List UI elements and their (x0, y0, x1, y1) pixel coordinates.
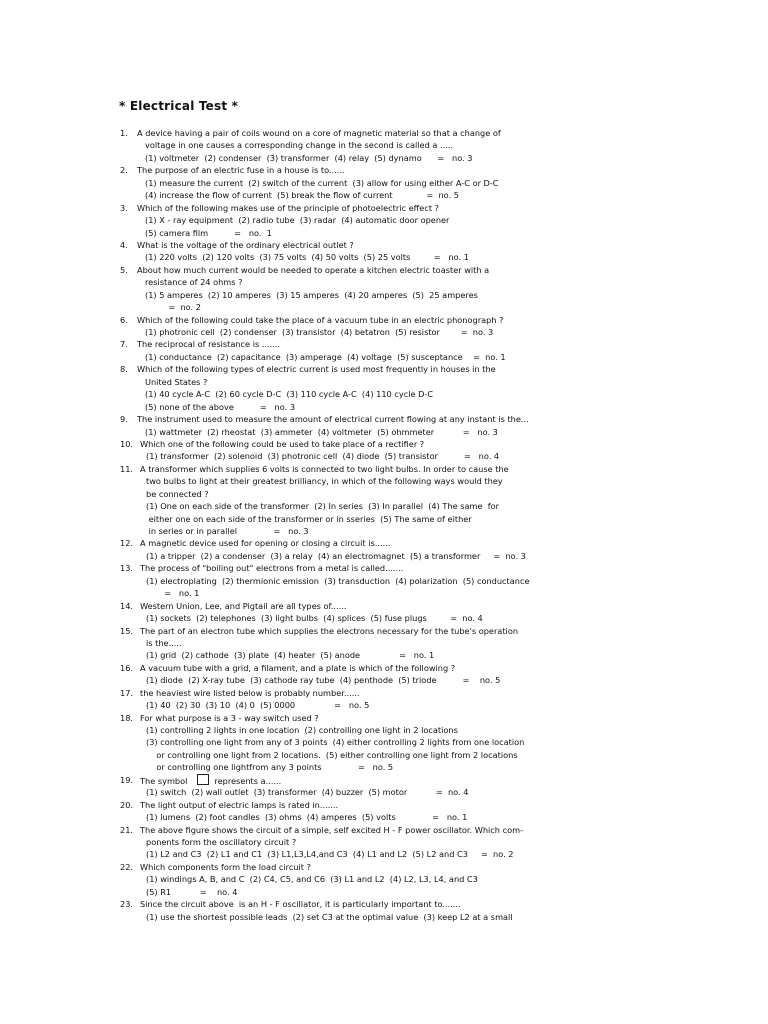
question-row (0, 438, 768, 450)
answer-choices: (1) 5 amperes (2) 10 amperes (3) 15 amperes (4) 20 amperes (5) 25 amperes (145, 289, 478, 300)
question-number: 6. (120, 314, 128, 325)
question-number: 20. (120, 799, 134, 810)
answer-choices: (1) a tripper (2) a condenser (3) a relay (4) an electromagnet (5) a transformer = no. 3 (146, 550, 526, 561)
question-number: 4. (120, 239, 128, 250)
question-continuation (0, 189, 768, 201)
answer-choices: (1) voltmeter (2) condenser (3) transformer (4) relay (5) dynamo = no. 3 (145, 152, 473, 163)
question-number: 2. (120, 165, 128, 176)
question-list (0, 127, 768, 923)
answer-choices: is the..... (146, 637, 182, 648)
question-continuation (0, 575, 768, 587)
question-text: Which one of the following could be used to take place of a rectifier ? (140, 438, 425, 449)
answer-choices: (1) 40 (2) 30 (3) 10 (4) 0 (5) 0000 = no. 5 (146, 700, 370, 711)
question-number: 10. (120, 438, 134, 449)
question-row (0, 625, 768, 637)
question-number: 17. (120, 687, 134, 698)
answer-choices: ponents form the oscillatory circuit ? (146, 836, 297, 847)
question-continuation (0, 227, 768, 239)
question-continuation (0, 326, 768, 338)
question-text: Western Union, Lee, and Pigtail are all types of...... (140, 600, 347, 611)
question-text: Which components form the load circuit ? (140, 861, 311, 872)
question-continuation (0, 289, 768, 301)
answer-choices: or controlling one lightfrom any 3 points = no. 5 (146, 762, 394, 773)
question-continuation (0, 177, 768, 189)
question-text: What is the voltage of the ordinary electrical outlet ? (137, 239, 354, 250)
answer-choices: two bulbs to light at their greatest brilliancy, in which of the following ways would they (146, 476, 503, 487)
question-number: 11. (120, 463, 134, 474)
question-row (0, 202, 768, 214)
question-row (0, 600, 768, 612)
question-continuation (0, 426, 768, 438)
page-title: * Electrical Test * (119, 99, 239, 113)
question-text: The instrument used to measure the amount of electrical current flowing at any instant is the... (137, 414, 529, 425)
question-continuation (0, 488, 768, 500)
answer-choices: United States ? (145, 376, 208, 387)
question-text: A magnetic device used for opening or closing a circuit is...... (140, 538, 391, 549)
question-continuation (0, 388, 768, 400)
question-continuation (0, 761, 768, 773)
question-row (0, 164, 768, 176)
question-row (0, 363, 768, 375)
answer-choices: (1) 40 cycle A-C (2) 60 cycle D-C (3) 110 cycle A-C (4) 110 cycle D-C (145, 389, 434, 400)
question-continuation (0, 873, 768, 885)
answer-choices: (1) diode (2) X-ray tube (3) cathode ray tube (4) penthode (5) triode = no. 5 (146, 675, 501, 686)
question-row (0, 127, 768, 139)
question-text: About how much current would be needed to operate a kitchen electric toaster with a (137, 264, 490, 275)
answer-choices: (1) switch (2) wall outlet (3) transformer (4) buzzer (5) motor = no. 4 (146, 787, 469, 798)
circuit-symbol-icon (197, 774, 209, 785)
question-text: For what purpose is a 3 - way switch used ? (140, 712, 319, 723)
answer-choices: (1) controlling 2 lights in one location (2) controlling one light in 2 locations (146, 725, 458, 735)
question-continuation (0, 649, 768, 661)
answer-choices: (1) grid (2) cathode (3) plate (4) heater (5) anode = no. 1 (146, 650, 435, 661)
question-row (0, 898, 768, 910)
question-continuation (0, 401, 768, 413)
answer-choices: or controlling one light from 2 locations. (5) either controlling one light from 2 locations (146, 749, 518, 760)
answer-choices: (1) photronic cell (2) condenser (3) transistor (4) betatron (5) resistor = no. 3 (145, 327, 494, 337)
question-row (0, 413, 768, 425)
question-text: The symbol represents a...... (140, 775, 282, 786)
question-row (0, 338, 768, 350)
question-text: Which of the following types of electric current is used most frequently in houses in the (137, 364, 496, 375)
question-continuation (0, 214, 768, 226)
question-row (0, 774, 768, 786)
question-continuation (0, 376, 768, 388)
answer-choices: (1) One on each side of the transformer (2) In series (3) In parallel (4) The same for (146, 501, 499, 512)
answer-choices: voltage in one causes a corresponding change in the second is called a ..... (145, 140, 453, 151)
question-row (0, 662, 768, 674)
question-number: 12. (120, 538, 134, 549)
question-continuation (0, 351, 768, 363)
question-continuation (0, 724, 768, 736)
question-row (0, 687, 768, 699)
question-continuation (0, 301, 768, 313)
answer-choices: (5) camera film = no. 1 (145, 227, 272, 238)
question-continuation (0, 139, 768, 151)
question-continuation (0, 152, 768, 164)
question-row (0, 562, 768, 574)
question-text: The part of an electron tube which supplies the electrons necessary for the tube's operation (140, 625, 519, 636)
answer-choices: (4) increase the flow of current (5) break the flow of current = no. 5 (145, 190, 459, 201)
question-continuation (0, 848, 768, 860)
question-text: The light output of electric lamps is rated in....... (140, 799, 339, 810)
question-number: 18. (120, 712, 134, 723)
answer-choices: (1) electroplating (2) thermionic emission (3) transduction (4) polarization (5) conductance (146, 575, 530, 586)
answer-choices: resistance of 24 ohms ? (145, 277, 243, 288)
question-row (0, 314, 768, 326)
question-number: 14. (120, 600, 134, 611)
question-continuation (0, 513, 768, 525)
question-text: The reciprocal of resistance is ....... (137, 339, 281, 350)
question-text: A transformer which supplies 6 volts is connected to two light bulbs. In order to cause the (140, 463, 509, 474)
question-continuation (0, 674, 768, 686)
question-continuation (0, 736, 768, 748)
question-text: A vacuum tube with a grid, a filament, and a plate is which of the following ? (140, 662, 456, 673)
question-number: 15. (120, 625, 134, 636)
question-row (0, 712, 768, 724)
question-number: 19. (120, 774, 134, 785)
question-continuation (0, 276, 768, 288)
answer-choices: (5) none of the above = no. 3 (145, 401, 296, 412)
question-number: 3. (120, 202, 128, 213)
question-row (0, 463, 768, 475)
answer-choices: (1) L2 and C3 (2) L1 and C1 (3) L1,L3,L4,and C3 (4) L1 and L2 (5) L2 and C3 = no. 2 (146, 849, 514, 860)
question-continuation (0, 500, 768, 512)
answer-choices: (1) 220 volts (2) 120 volts (3) 75 volts (4) 50 volts (5) 25 volts = no. 1 (145, 252, 469, 263)
answer-choices: be connected ? (146, 488, 209, 499)
question-continuation (0, 450, 768, 462)
answer-choices: in series or in parallel = no. 3 (146, 526, 309, 536)
question-continuation (0, 886, 768, 898)
question-number: 16. (120, 662, 134, 673)
answer-choices: (1) lumens (2) foot candles (3) ohms (4) amperes (5) volts = no. 1 (146, 812, 468, 823)
question-row (0, 861, 768, 873)
answer-choices: (1) X - ray equipment (2) radio tube (3) radar (4) automatic door opener (145, 215, 450, 226)
question-text: The above figure shows the circuit of a simple, self excited H - F power oscillator. Which com- (140, 824, 524, 835)
answer-choices: (1) transformer (2) solenoid (3) photronic cell (4) diode (5) transistor = no. 4 (146, 451, 500, 462)
question-text: the heaviest wire listed below is probably number...... (140, 687, 360, 698)
answer-choices: (1) wattmeter (2) rheostat (3) ammeter (4) voltmeter (5) ohmmeter = no. 3 (145, 426, 498, 437)
question-text-suffix: represents a...... (214, 775, 282, 786)
question-row (0, 537, 768, 549)
question-text: Since the circuit above is an H - F oscillator, it is particularly important to....... (140, 899, 461, 910)
answer-choices: = no. 2 (145, 302, 201, 313)
question-continuation (0, 699, 768, 711)
question-continuation (0, 637, 768, 649)
question-continuation (0, 911, 768, 923)
question-number: 1. (120, 128, 128, 138)
question-number: 9. (120, 414, 128, 425)
question-row (0, 799, 768, 811)
answer-choices: (1) sockets (2) telephones (3) light bulbs (4) splices (5) fuse plugs = no. 4 (146, 613, 483, 624)
question-row (0, 264, 768, 276)
question-text: A device having a pair of coils wound on a core of magnetic material so that a change of (137, 128, 501, 138)
question-text: The purpose of an electric fuse in a house is to...... (137, 165, 345, 176)
answer-choices: = no. 1 (146, 588, 200, 599)
question-number: 7. (120, 339, 128, 350)
question-number: 8. (120, 364, 128, 375)
answer-choices: (5) R1 = no. 4 (146, 886, 238, 897)
answer-choices: (1) measure the current (2) switch of the current (3) allow for using either A-C or D-C (145, 177, 499, 188)
question-row (0, 824, 768, 836)
question-continuation (0, 811, 768, 823)
question-row (0, 239, 768, 251)
question-text: Which of the following could take the place of a vacuum tube in an electric phonograph ? (137, 314, 504, 325)
question-continuation (0, 786, 768, 798)
question-number: 23. (120, 899, 134, 910)
answer-choices: (1) use the shortest possible leads (2) set C3 at the optimal value (3) keep L2 at a small (146, 911, 513, 922)
question-continuation (0, 251, 768, 263)
question-continuation (0, 836, 768, 848)
question-number: 22. (120, 861, 134, 872)
question-text: The process of "boiling out" electrons from a metal is called....... (140, 563, 404, 574)
question-continuation (0, 550, 768, 562)
question-number: 5. (120, 264, 128, 275)
question-continuation (0, 612, 768, 624)
question-text: Which of the following makes use of the principle of photoelectric effect ? (137, 202, 439, 213)
question-continuation (0, 587, 768, 599)
answer-choices: (1) windings A, B, and C (2) C4, C5, and C6 (3) L1 and L2 (4) L2, L3, L4, and C3 (146, 874, 478, 885)
question-number: 13. (120, 563, 134, 574)
answer-choices: (1) conductance (2) capacitance (3) amperage (4) voltage (5) susceptance = no. 1 (145, 351, 506, 362)
answer-choices: either one on each side of the transformer or in sseries (5) The same of either (146, 513, 472, 524)
question-continuation (0, 475, 768, 487)
question-continuation (0, 525, 768, 537)
question-continuation (0, 749, 768, 761)
answer-choices: (3) controlling one light from any of 3 points (4) either controlling 2 lights from one location (146, 737, 525, 748)
question-number: 21. (120, 824, 134, 835)
